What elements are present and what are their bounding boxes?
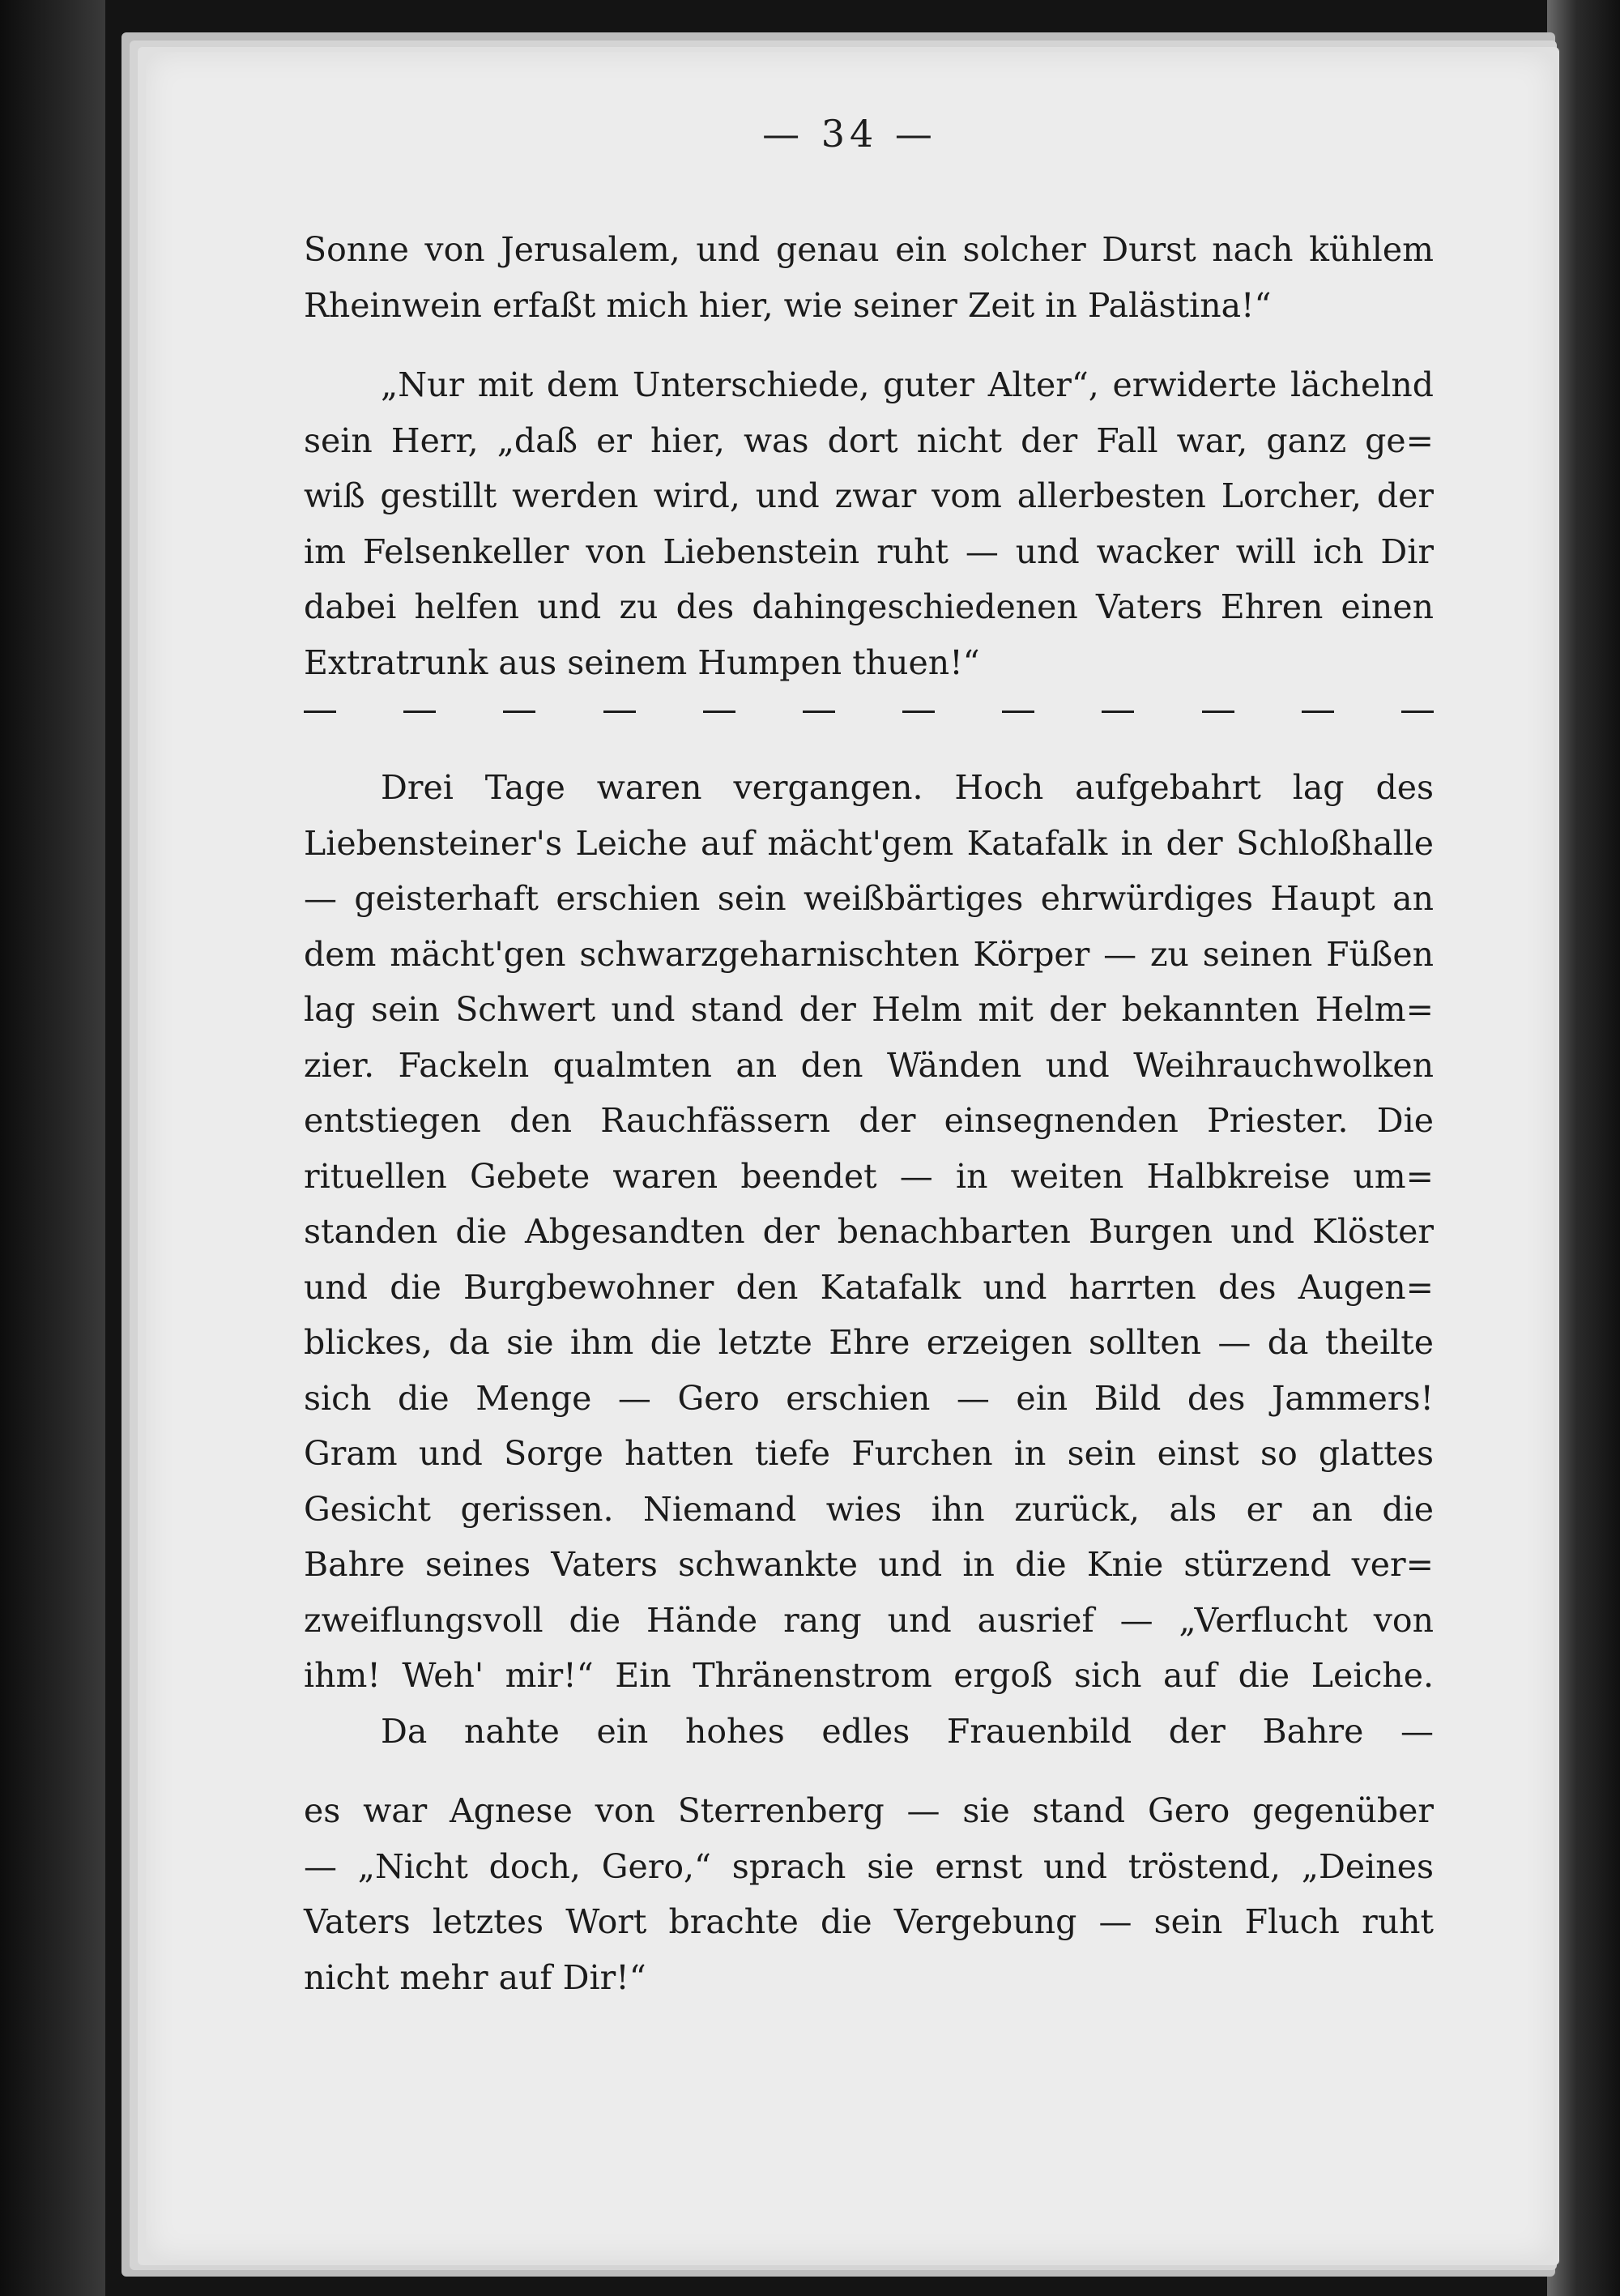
text-line: lag sein Schwert und stand der Helm mit der bekannten Helm= <box>304 990 1434 1029</box>
text-line: sein Herr, „daß er hier, was dort nicht der Fall war, ganz ge= <box>304 420 1434 460</box>
text-line: zweiflungsvoll die Hände rang und ausrief — „Verflucht von <box>304 1600 1434 1640</box>
text-line: dabei helfen und zu des dahingeschiedenen Vaters Ehren einen <box>304 587 1434 626</box>
text-line: zier. Fackeln qualmten an den Wänden und Weihrauchwolken <box>304 1045 1434 1085</box>
text-line: Da nahte ein hohes edles Frauenbild der Bahre — <box>381 1711 1434 1751</box>
text-line: Rheinwein erfaßt mich hier, wie seiner Zeit in Palästina!“ <box>304 285 1272 325</box>
text-line: rituellen Gebete waren beendet — in weiten Halbkreise um= <box>304 1156 1434 1196</box>
text-line: es war Agnese von Sterrenberg — sie stand Gero gegenüber <box>304 1791 1434 1830</box>
text-line: nicht mehr auf Dir!“ <box>304 1957 646 1997</box>
text-line: Sonne von Jerusalem, und genau ein solcher Durst nach kühlem <box>304 230 1434 269</box>
text-line: Extratrunk aus seinem Humpen thuen!“ <box>304 642 980 682</box>
text-line: Liebensteiner's Leiche auf mächt'gem Katafalk in der Schloßhalle <box>304 823 1434 863</box>
text-line: standen die Abgesandten der benachbarten Burgen und Klöster <box>304 1212 1434 1251</box>
text-line: Gram und Sorge hatten tiefe Furchen in sein einst so glattes <box>304 1434 1434 1473</box>
page-text <box>304 222 1434 2005</box>
text-line: sich die Menge — Gero erschien — ein Bild des Jammers! <box>304 1378 1434 1418</box>
book-page <box>146 52 1554 2260</box>
text-line: — geisterhaft erschien sein weißbärtiges ehrwürdiges Haupt an <box>304 879 1434 918</box>
text-line: — „Nicht doch, Gero,“ sprach sie ernst und tröstend, „Deines <box>304 1846 1434 1886</box>
section-separator <box>304 687 1434 736</box>
text-line: und die Burgbewohner den Katafalk und harrten des Augen= <box>304 1267 1434 1307</box>
text-line: wiß gestillt werden wird, und zwar vom allerbesten Lorcher, der <box>304 476 1434 515</box>
text-line: dem mächt'gen schwarzgeharnischten Körper — zu seinen Füßen <box>304 934 1434 974</box>
text-line: „Nur mit dem Unterschiede, guter Alter“, erwiderte lächelnd <box>381 365 1434 404</box>
text-line: Vaters letztes Wort brachte die Vergebung — sein Fluch ruht <box>304 1902 1434 1941</box>
page-number: — 34 — <box>762 112 937 156</box>
book-cover-left <box>0 0 105 2296</box>
text-line: Bahre seines Vaters schwankte und in die Knie stürzend ver= <box>304 1545 1434 1584</box>
text-line: entstiegen den Rauchfässern der einsegnenden Priester. Die <box>304 1101 1434 1140</box>
text-line: ihm! Weh' mir!“ Ein Thränenstrom ergoß sich auf die Leiche. <box>304 1656 1434 1695</box>
text-line: blickes, da sie ihm die letzte Ehre erzeigen sollten — da theilte <box>304 1323 1434 1362</box>
text-line: im Felsenkeller von Liebenstein ruht — und wacker will ich Dir <box>304 531 1434 571</box>
text-line: Gesicht gerissen. Niemand wies ihn zurück, als er an die <box>304 1489 1434 1529</box>
text-line: Drei Tage waren vergangen. Hoch aufgebahrt lag des <box>381 768 1434 807</box>
